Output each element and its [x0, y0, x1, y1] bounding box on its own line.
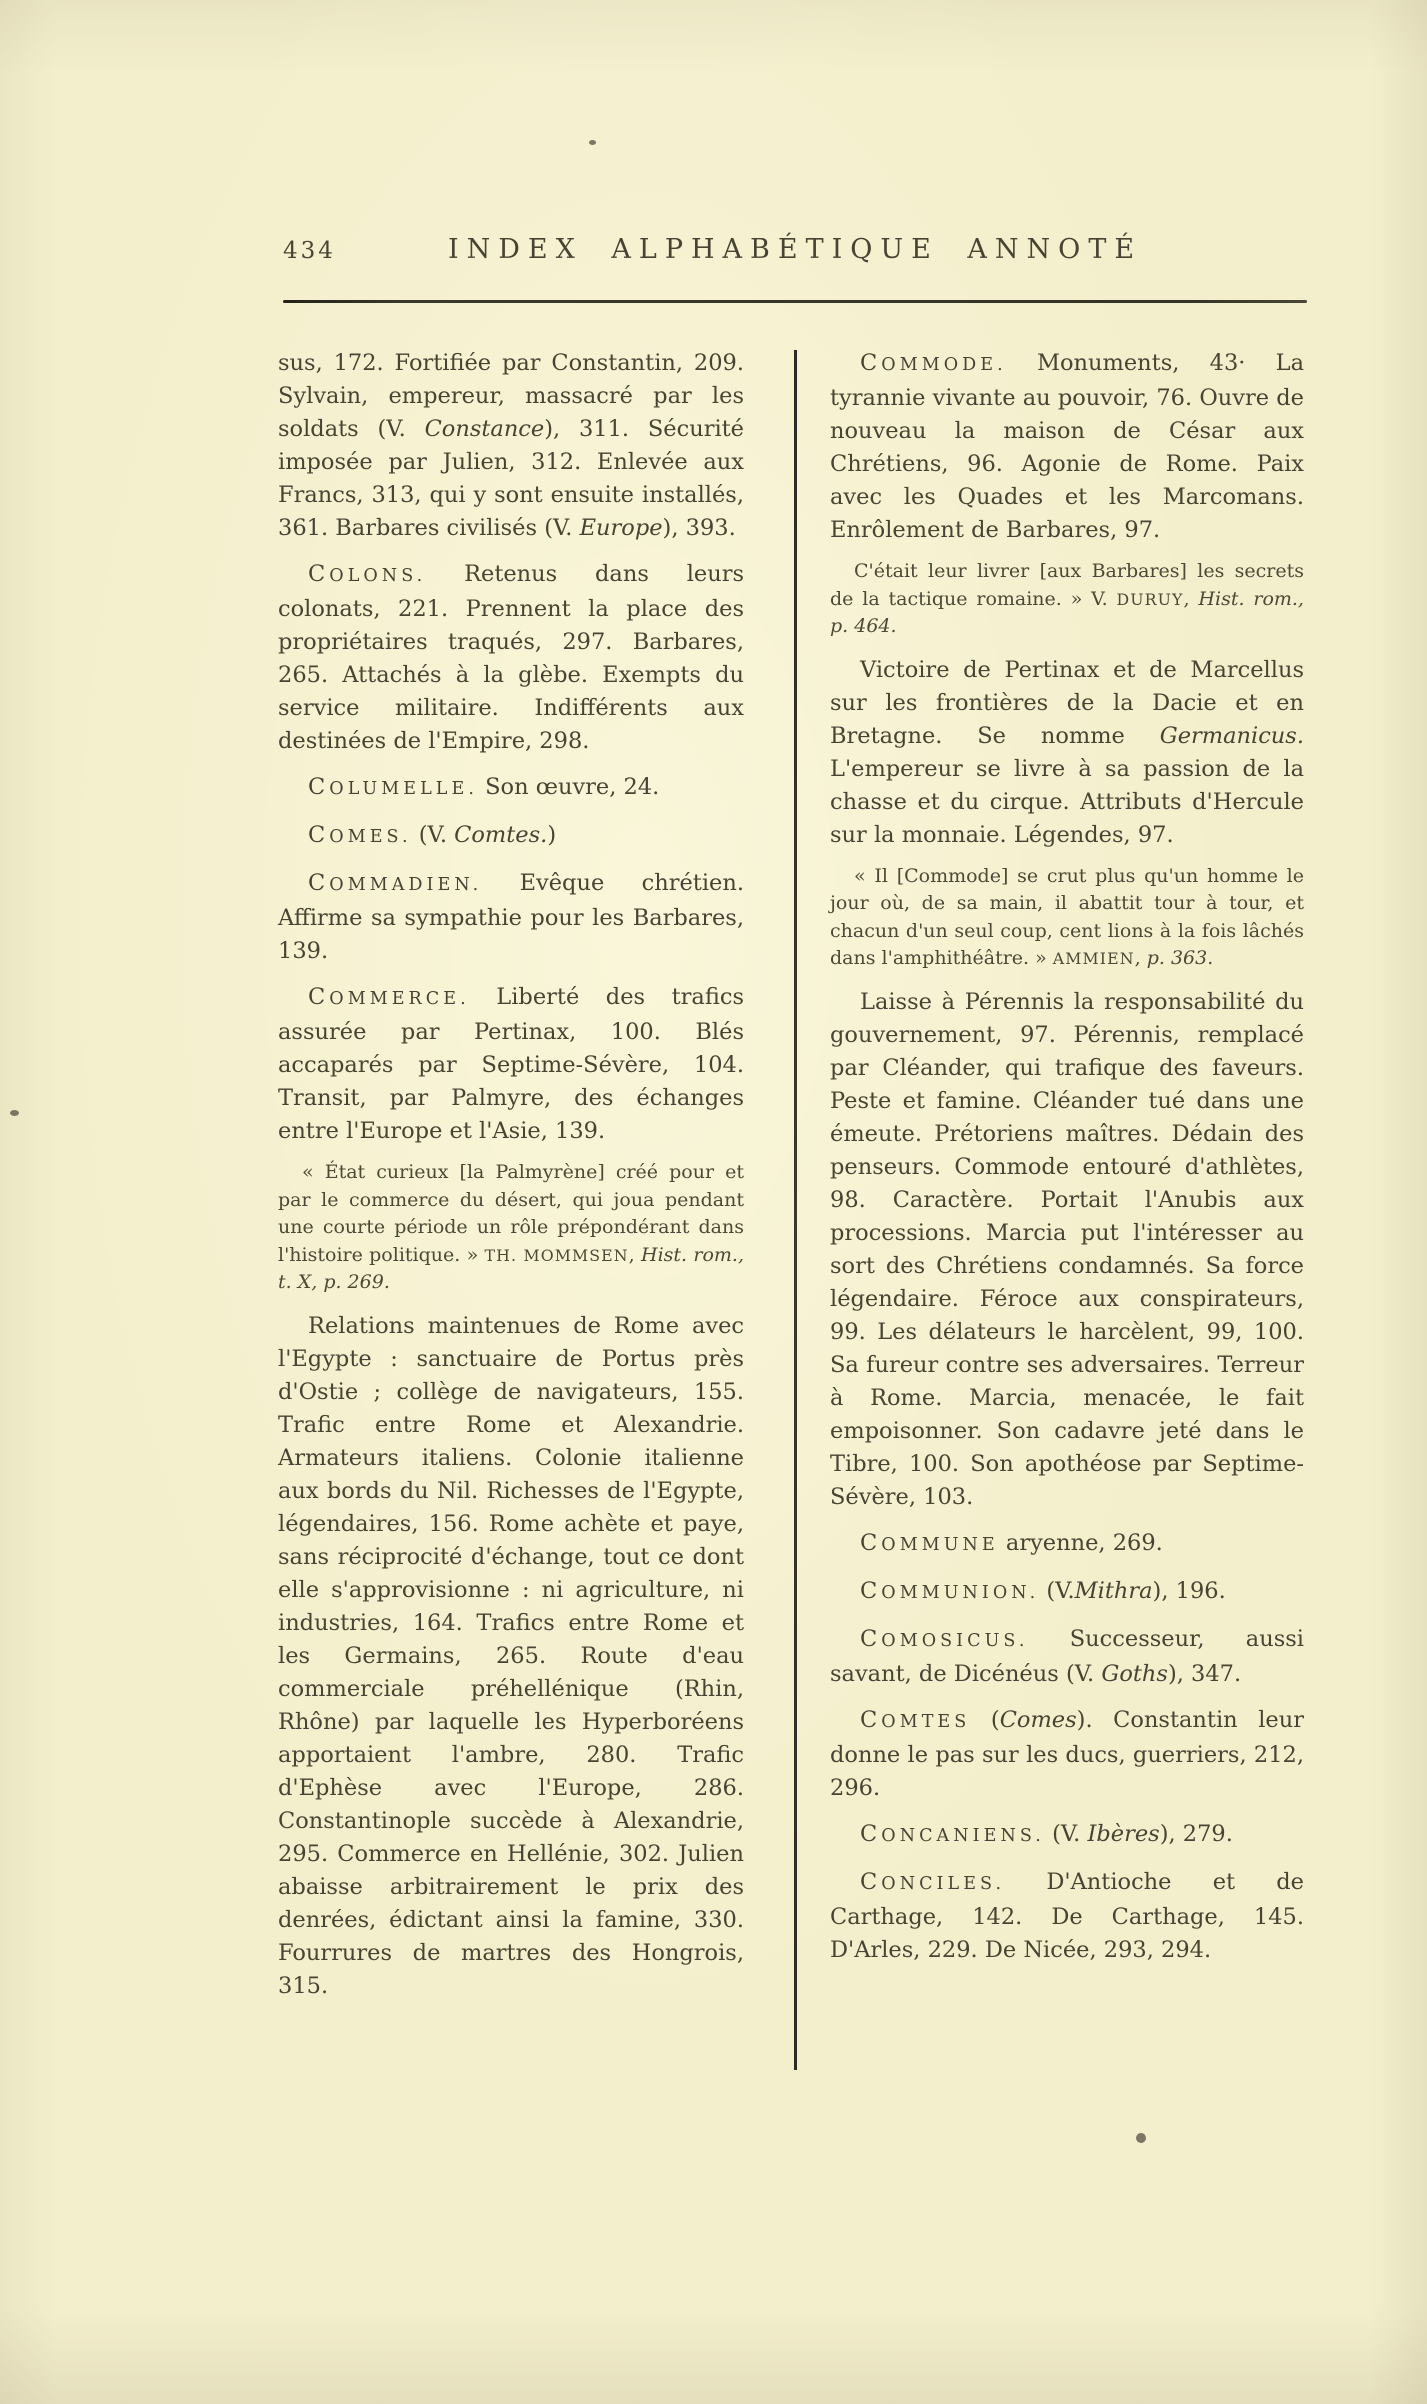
left-column [278, 347, 744, 2003]
text-segment: sus, 172. Fortifiée par Constantin, 209. Sylvain, empereur, massacré par les soldats (V. [278, 350, 744, 442]
index-entry [278, 558, 744, 758]
text-segment: , [628, 1243, 642, 1266]
page-number: 434 [283, 238, 336, 264]
quote-text [830, 558, 1304, 641]
index-entry [830, 347, 1304, 547]
text-segment: ), 347. [1167, 1660, 1242, 1687]
text-segment: Evêque chrétien. Affirme sa sympathie pour les Barbares, 139. [278, 870, 744, 964]
ink-speck [10, 1110, 19, 1116]
text-segment: ), 196. [1152, 1577, 1226, 1604]
text-segment: TH. MOMMSEN [484, 1245, 629, 1265]
text-segment: ), 393. [662, 515, 736, 541]
text-segment: Successeur, aussi savant, de Dicénéus (V. [830, 1625, 1304, 1687]
text-segment: « État curieux [la Palmyrène] créé pour et par le commerce du désert, qui joua pendant une courte période un rôle prépondérant dans l'histoire politique. » [278, 1161, 744, 1266]
text-segment: (V. [1039, 1577, 1075, 1604]
text-segment: Goths [1101, 1660, 1168, 1687]
text-segment: Comtes. [454, 822, 548, 848]
index-entry [830, 1623, 1304, 1691]
text-segment: Germanicus. [1159, 722, 1304, 749]
text-segment: C'était leur livrer [aux Barbares] les secrets de la tactique romaine. » V. [830, 560, 1304, 610]
header-rule [283, 300, 1307, 303]
text-segment: aryenne, 269. [998, 1529, 1163, 1556]
entry-term: COMOSICUS. [860, 1625, 1029, 1652]
entry-term: CONCILES. [860, 1868, 1006, 1895]
continuation-text [278, 347, 744, 545]
text-segment: L'empereur se livre à sa passion de la chasse et du cirque. Attributs d'Hercule sur la monnaie. Légendes, 97. [830, 755, 1304, 848]
entry-term: COMMUNION. [860, 1577, 1040, 1604]
quote-text [830, 863, 1304, 973]
index-entry [278, 819, 744, 854]
text-segment: Victoire de Pertinax et de Marcellus sur les frontières de la Dacie et en Bretagne. Se nomme [830, 656, 1304, 749]
text-segment: « Il [Commode] se crut plus qu'un homme le jour où, de sa main, il abattit tour à tour, et chacun d'un seul coup, cent lions à la fois lâchés dans l'amphithéâtre. » [830, 864, 1304, 969]
entry-term: COMES. [308, 822, 412, 848]
entry-term: COMMODE. [860, 350, 1007, 376]
text-segment: Constance [424, 416, 545, 442]
index-entry [830, 1866, 1304, 1967]
entry-term: COMMADIEN. [308, 870, 483, 896]
text-segment: ). Constantin leur donne le pas sur les ducs, guerriers, 212, 296. [830, 1706, 1304, 1801]
text-segment: Relations maintenues de Rome avec l'Egypte : sanctuaire de Portus près d'Ostie ; collège de navigateurs, 155. Trafic entre Rome et Alexandrie. Armateurs italiens. Colonie italienne aux bords du Nil. Richesses de l'Egypte, légendaires, 156. Rome achète et paye, sans réciprocité d'échange, tout ce dont elle s'approvisionne : ni agriculture, ni industries, 164. Trafics entre Rome et les Germains, 265. Route d'eau commerciale préhellénique (Rhin, Rhône) par laquelle les Hyperboréens apportaient l'ambre, 280. Trafic d'Ephèse avec l'Europe, 286. Constantinople succède à Alexandrie, 295. Commerce en Hellénie, 302. Julien abaisse arbitrairement le prix des denrées, édictant ainsi la famine, 330. Fourrures de martres des Hongrois, 315. [278, 1312, 744, 1999]
text-segment: AMMIEN [1052, 949, 1135, 968]
text-segment: Hist. rom., t. X, p. 269. [278, 1243, 745, 1293]
paragraph-text [278, 1310, 744, 2003]
index-entry [830, 1704, 1304, 1805]
text-segment: Ibères [1087, 1820, 1160, 1847]
paragraph-text [830, 654, 1304, 852]
entry-term: COLONS. [308, 561, 427, 587]
ink-speck [589, 140, 596, 145]
ink-speck [1136, 2133, 1146, 2143]
text-segment: D'Antioche et de Carthage, 142. De Carthage, 145. D'Arles, 229. De Nicée, 293, 294. [830, 1868, 1304, 1963]
index-entry [278, 771, 744, 806]
text-segment: Liberté des trafics assurée par Pertinax, 100. Blés accaparés par Septime-Sévère, 104. Transit, par Palmyre, des échanges entre l'Europe et l'Asie, 139. [278, 984, 744, 1144]
text-segment: ) [547, 822, 557, 848]
text-segment: ( [970, 1706, 1000, 1733]
index-entry [830, 1527, 1304, 1562]
entry-term: COMTES [860, 1706, 971, 1733]
entry-term: COMMERCE. [308, 984, 470, 1010]
index-entry [278, 867, 744, 968]
text-segment: Laisse à Pérennis la responsabilité du gouvernement, 97. Pérennis, remplacé par Cléander, qui trafique des faveurs. Peste et famine. Cléander tué dans une émeute. Prétoriens maîtres. Dédain des penseurs. Commode entouré d'athlètes, 98. Caractère. Portait l'Anubis aux processions. Marcia put l'intéresser au sort des Chrétiens condamnés. Sa force légendaire. Féroce aux conspirateurs, 99. Les délateurs le harcèlent, 99, 100. Sa fureur contre ses adversaires. Terreur à Rome. Marcia, menacée, le fait empoisonner. Son cadavre jeté dans le Tibre, 100. Son apothéose par Septime-Sévère, 103. [830, 988, 1304, 1510]
text-segment: Mithra [1074, 1577, 1153, 1604]
text-segment: , [1183, 587, 1199, 610]
column-divider [794, 350, 797, 2070]
text-segment: Monuments, 43· La tyrannie vivante au pouvoir, 76. Ouvre de nouveau la maison de César aux Chrétiens, 96. Agonie de Rome. Paix avec les Quades et les Marcomans. Enrôlement de Barbares, 97. [830, 350, 1304, 543]
text-segment: Comes [999, 1706, 1077, 1733]
index-entry [830, 1818, 1304, 1853]
text-segment: ), 279. [1159, 1820, 1233, 1847]
right-column [830, 347, 1304, 1967]
text-segment: ), 311. Sécurité imposée par Julien, 312. Enlevée aux Francs, 313, qui y sont ensuite installés, 361. Barbares civilisés (V. [278, 416, 745, 541]
entry-term: COLUMELLE. [308, 774, 478, 800]
text-segment: Retenus dans leurs colonats, 221. Prennent la place des propriétaires traqués, 297. Barbares, 265. Attachés à la glèbe. Exempts du service militaire. Indifférents aux destinées de l'Empire, 298. [278, 561, 744, 754]
quote-text [278, 1159, 744, 1297]
entry-term: CONCANIENS. [860, 1820, 1045, 1847]
index-entry [830, 1575, 1304, 1610]
text-segment: p. 363. [1146, 947, 1214, 969]
page-title: INDEX ALPHABÉTIQUE ANNOTÉ [447, 234, 1143, 265]
text-segment: , [1134, 947, 1147, 969]
text-segment: DURUY [1116, 589, 1184, 609]
text-segment: Son œuvre, 24. [477, 774, 660, 800]
text-segment: (V. [411, 822, 455, 848]
paragraph-text [830, 986, 1304, 1514]
index-entry [278, 981, 744, 1148]
text-segment: Hist. rom., p. 464. [830, 587, 1304, 637]
entry-term: COMMUNE [860, 1529, 999, 1556]
text-segment: Europe [579, 515, 663, 541]
text-segment: (V. [1044, 1820, 1088, 1847]
